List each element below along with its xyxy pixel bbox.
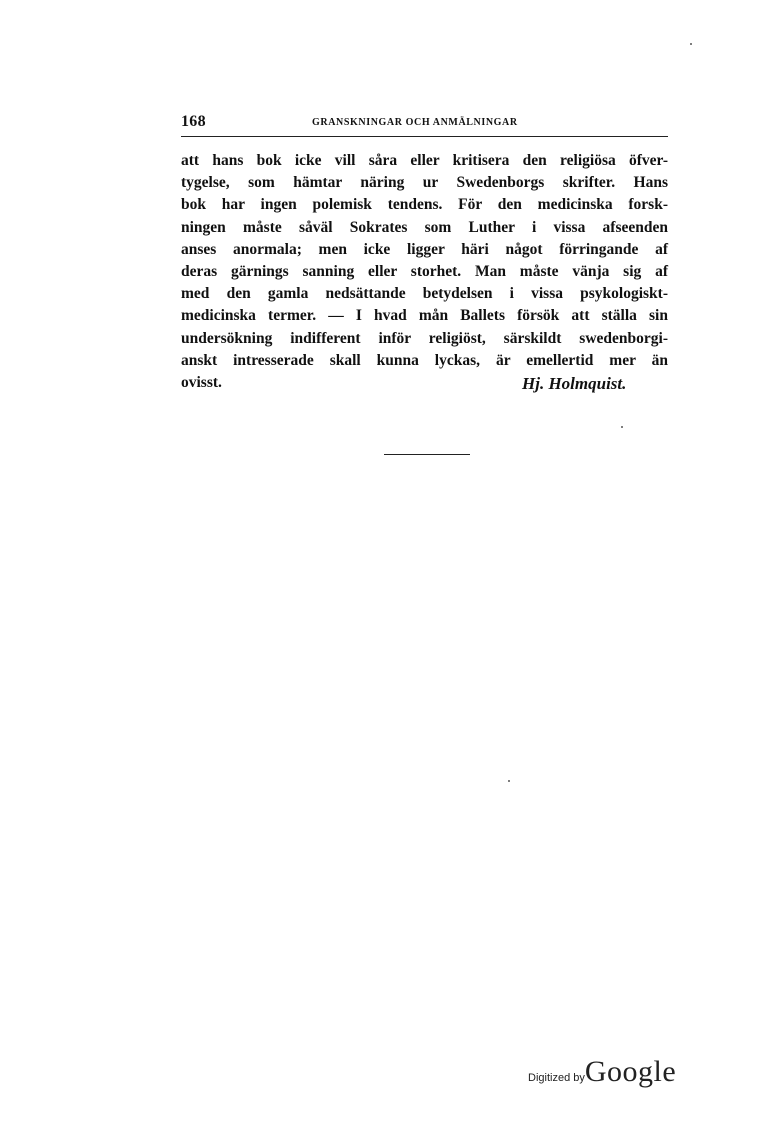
body-line: bok har ingen polemisk tendens. För den medicinska forsk- — [181, 196, 668, 214]
body-line: undersökning indifferent inför religiöst, särskildt swedenborgi- — [181, 329, 668, 347]
page-number: 168 — [181, 113, 206, 130]
body-line: att hans bok icke vill såra eller kritisera den religiösa öfver- — [181, 152, 668, 169]
author-signature: Hj. Holmquist. — [522, 374, 627, 393]
body-paragraph — [181, 150, 668, 394]
body-line: medicinska termer. — I hvad mån Ballets försök att ställa sin — [181, 307, 668, 325]
running-head: GRANSKNINGAR OCH ANMÄLNINGAR — [312, 117, 518, 128]
scan-speck — [508, 780, 510, 782]
section-end-rule — [384, 454, 470, 455]
scan-speck — [621, 426, 623, 428]
header-rule — [181, 136, 668, 137]
watermark-prefix: Digitized by — [528, 1072, 585, 1084]
body-line: med den gamla nedsättande betydelsen i vissa psykologiskt- — [181, 285, 668, 303]
google-logo: Google — [584, 1055, 677, 1088]
body-line: anskt intresserade skall kunna lyckas, är emellertid mer än — [181, 351, 668, 369]
body-line: tygelse, som hämtar näring ur Swedenborgs skrifter. Hans — [181, 174, 668, 192]
body-line: deras gärnings sanning eller storhet. Man måste vänja sig af — [181, 262, 668, 280]
body-line: anses anormala; men icke ligger häri något förringande af — [181, 240, 668, 258]
digitized-watermark — [528, 1055, 676, 1089]
body-line: ningen måste såväl Sokrates som Luther i vissa afseenden — [181, 218, 668, 236]
scan-speck — [690, 43, 692, 45]
body-line: ovisst. — [181, 373, 222, 391]
